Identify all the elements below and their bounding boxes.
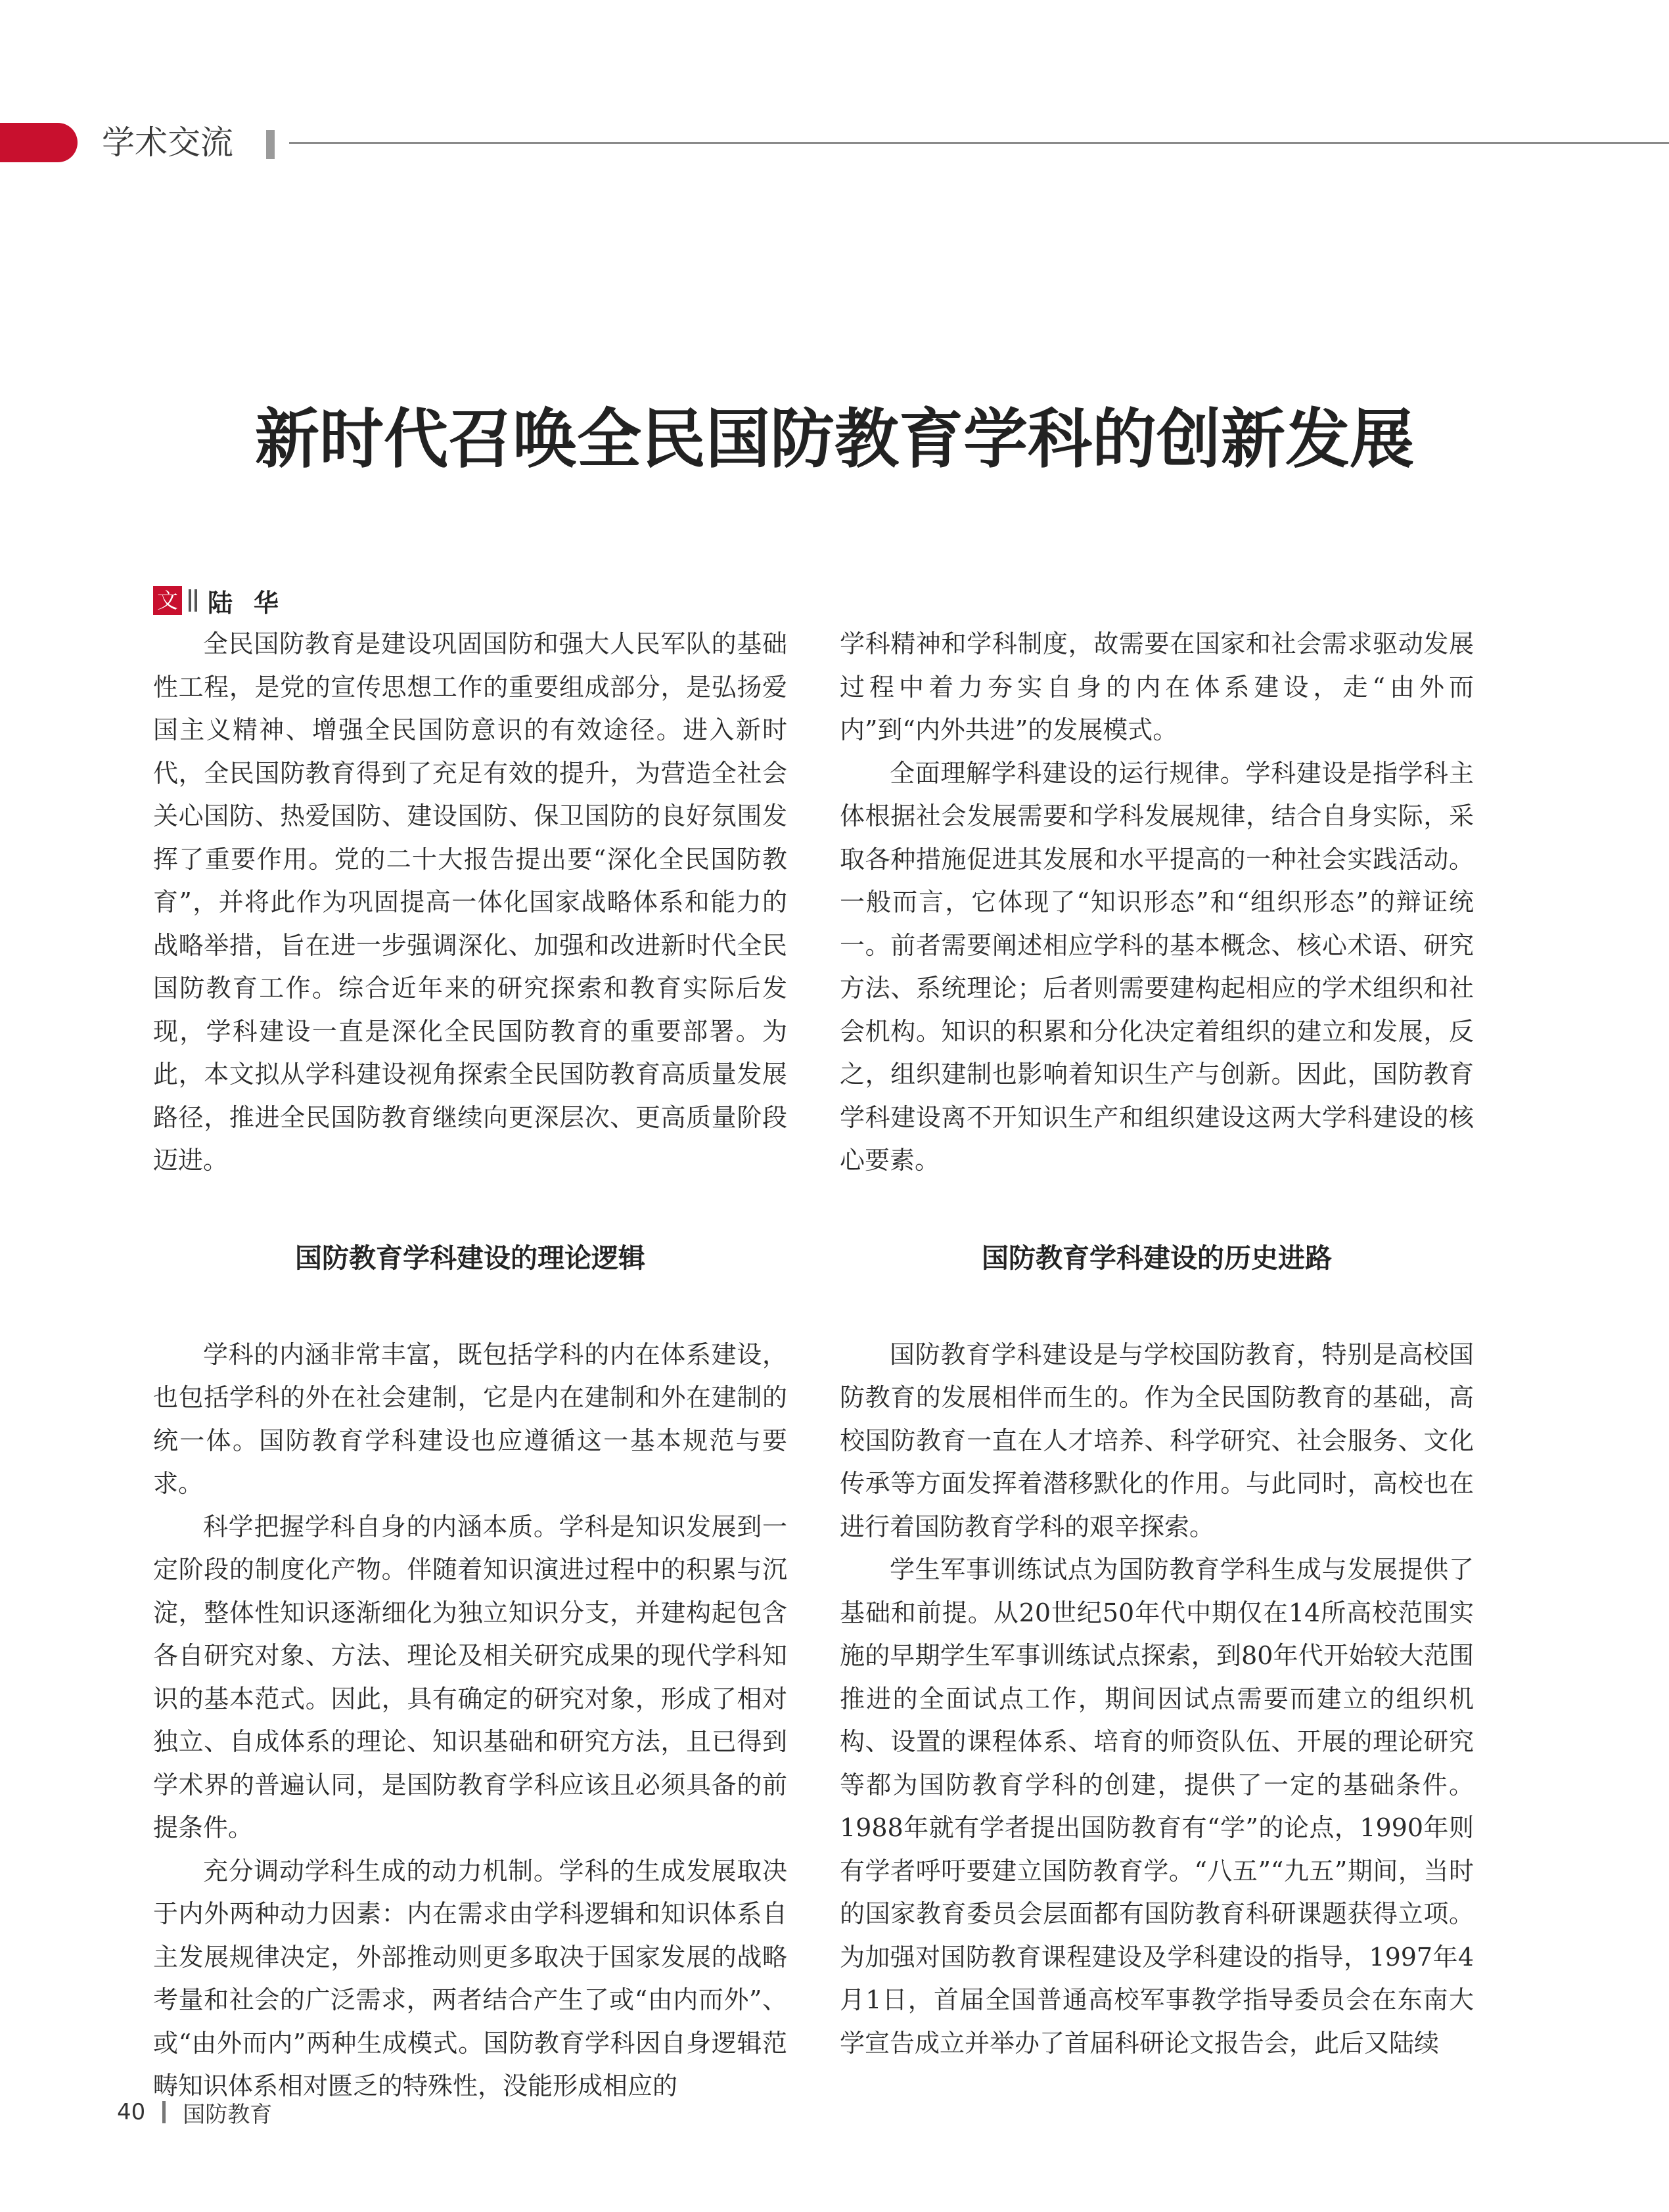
page-footer — [117, 2092, 272, 2132]
header-rule — [289, 142, 1669, 144]
page-number: 40 — [117, 2099, 146, 2125]
intro-paragraph: 全民国防教育是建设巩固国防和强大人民军队的基础性工程，是党的宣传思想工作的重要组成部分，是弘扬爱国主义精神、增强全民国防意识的有效途径。进入新时代，全民国防教育得到了充足有效的提升，为营造全社会关心国防、热爱国防、建设国防、保卫国防的良好氛围发挥了重要作用。党的二十大报告提出要“深化全民国防教育”，并将此作为巩固提高一体化国家战略体系和能力的战略举措，旨在进一步强调深化、加强和改进新时代全民国防教育工作。综合近年来的研究探索和教育实际后发现，学科建设一直是深化全民国防教育的重要部署。为此，本文拟从学科建设视角探索全民国防教育高质量发展路径，推进全民国防教育继续向更深层次、更高质量阶段迈进。 — [153, 629, 787, 1175]
section-heading-theory: 国防教育学科建设的理论逻辑 — [295, 1242, 645, 1274]
author-name: 陆华 — [208, 588, 300, 618]
right-column — [840, 623, 1474, 2058]
body-paragraph: 学科的内涵非常丰富，既包括学科的内在体系建设，也包括学科的外在社会建制，它是内在建制和外在建制的统一体。国防教育学科建设也应遵循这一基本规范与要求。 — [153, 1340, 787, 1498]
byline-badge: 文 — [153, 586, 182, 615]
section-divider-bar — [266, 130, 275, 159]
body-paragraph: 学生军事训练试点为国防教育学科生成与发展提供了基础和前提。从20世纪50年代中期仅在14所高校范围实施的早期学生军事训练试点探索，到80年代开始较大范围推进的全面试点工作，期间因试点需要而建立的组织机构、设置的课程体系、培育的师资队伍、开展的理论研究等都为国防教育学科的创建，提供了一定的基础条件。1988年就有学者提出国防教育有“学”的论点，1990年则有学者呼吁要建立国防教育学。“八五”“九五”期间，当时的国家教育委员会层面都有国防教育科研课题获得立项。为加强对国防教育课程建设及学科建设的指导，1997年4月1日，首届全国普通高校军事教学指导委员会在东南大学宣告成立并举办了首届科研论文报告会，此后又陆续 — [840, 1555, 1474, 2058]
byline — [153, 586, 300, 618]
left-column — [153, 623, 787, 2100]
publication-name: 国防教育 — [183, 2101, 273, 2128]
body-paragraph: 充分调动学科生成的动力机制。学科的生成发展取决于内外两种动力因素：内在需求由学科逻辑和知识体系自主发展规律决定，外部推动则更多取决于国家发展的战略考量和社会的广泛需求，两者结合产生了或“由内而外”、或“由外而内”两种生成模式。国防教育学科因自身逻辑范畴知识体系相对匮乏的特殊性，没能形成相应的 — [153, 1856, 787, 2100]
footer-divider — [162, 2101, 166, 2123]
body-paragraph: 国防教育学科建设是与学校国防教育，特别是高校国防教育的发展相伴而生的。作为全民国防教育的基础，高校国防教育一直在人才培养、科学研究、社会服务、文化传承等方面发挥着潜移默化的作用。与此同时，高校也在进行着国防教育学科的艰辛探索。 — [840, 1340, 1474, 1541]
body-paragraph: 全面理解学科建设的运行规律。学科建设是指学科主体根据社会发展需要和学科发展规律，结合自身实际，采取各种措施促进其发展和水平提高的一种社会实践活动。一般而言，它体现了“知识形态”和“组织形态”的辩证统一。前者需要阐述相应学科的基本概念、核心术语、研究方法、系统理论；后者则需要建构起相应的学术组织和社会机构。知识的积累和分化决定着组织的建立和发展，反之，组织建制也影响着知识生产与创新。因此，国防教育学科建设离不开知识生产和组织建设这两大学科建设的核心要素。 — [840, 758, 1474, 1175]
byline-divider — [189, 589, 197, 612]
section-heading-history: 国防教育学科建设的历史进路 — [982, 1242, 1332, 1274]
section-accent-tab — [0, 123, 78, 162]
article-title: 新时代召唤全民国防教育学科的创新发展 — [254, 402, 1414, 477]
section-label: 学术交流 — [102, 124, 233, 162]
body-paragraph: 科学把握学科自身的内涵本质。学科是知识发展到一定阶段的制度化产物。伴随着知识演进过程中的积累与沉淀，整体性知识逐渐细化为独立知识分支，并建构起包含各自研究对象、方法、理论及相关研究成果的现代学科知识的基本范式。因此，具有确定的研究对象，形成了相对独立、自成体系的理论、知识基础和研究方法，且已得到学术界的普遍认同，是国防教育学科应该且必须具备的前提条件。 — [153, 1512, 787, 1842]
continued-paragraph: 学科精神和学科制度，故需要在国家和社会需求驱动发展过程中着力夯实自身的内在体系建设，走“由外而内”到“内外共进”的发展模式。 — [840, 629, 1474, 744]
